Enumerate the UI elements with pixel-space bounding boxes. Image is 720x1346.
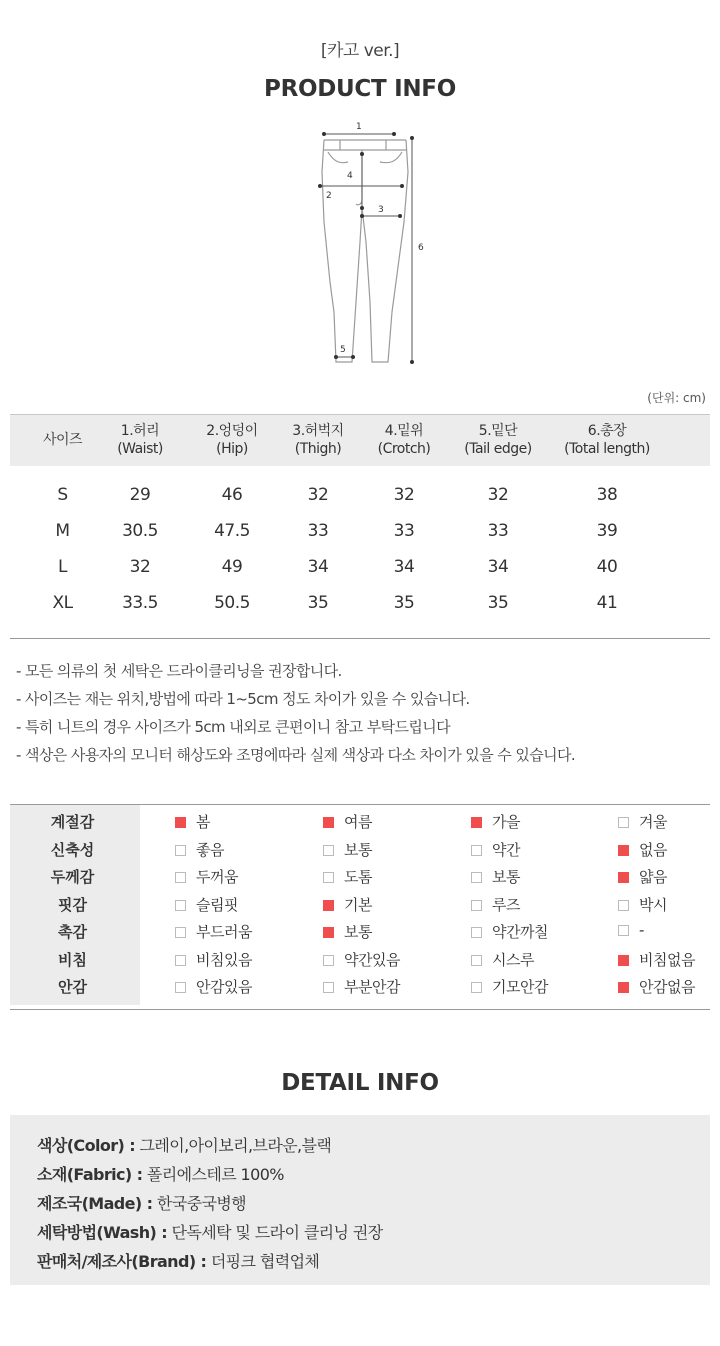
attribute-option — [618, 866, 667, 887]
attribute-option — [618, 839, 667, 860]
header-waist: 1.허리 (Waist) — [117, 423, 163, 457]
unchecked-box-icon — [323, 872, 334, 883]
attribute-row — [10, 862, 710, 889]
option-label: 기모안감 — [492, 978, 548, 996]
unchecked-box-icon — [471, 845, 482, 856]
checked-box-icon — [618, 872, 629, 883]
table-cell: 34 — [393, 557, 415, 577]
note-line: - 색상은 사용자의 모니터 해상도와 조명에따라 실제 색상과 다소 차이가 있을 수 있습니다. — [16, 746, 576, 764]
option-label: 겨울 — [639, 813, 667, 831]
option-label: - — [639, 921, 644, 939]
size-label: M — [55, 521, 70, 541]
diagram-label-5: 5 — [340, 345, 346, 355]
attribute-label: 안감 — [58, 978, 87, 996]
table-row — [10, 514, 710, 550]
detail-wash: 세탁방법(Wash) : 단독세탁 및 드라이 클리닝 권장 — [37, 1223, 383, 1242]
unchecked-box-icon — [471, 982, 482, 993]
attribute-option — [471, 839, 520, 860]
table-cell: 49 — [221, 557, 243, 577]
product-info-title: PRODUCT INFO — [264, 76, 456, 102]
option-label: 얇음 — [639, 868, 667, 886]
size-label: L — [58, 557, 67, 577]
checked-box-icon — [471, 817, 482, 828]
size-label: S — [57, 485, 68, 505]
size-table-bottom-border — [10, 638, 710, 639]
note-line: - 특히 니트의 경우 사이즈가 5cm 내외로 큰편이니 참고 부탁드립니다 — [16, 718, 451, 736]
attribute-option — [175, 866, 238, 887]
attribute-option — [471, 866, 520, 887]
table-cell: 35 — [393, 593, 415, 613]
attribute-option — [618, 811, 667, 832]
detail-info-box — [10, 1115, 710, 1285]
detail-brand: 판매처/제조사(Brand) : 더핑크 협력업체 — [37, 1252, 320, 1271]
option-label: 부드러움 — [196, 923, 252, 941]
checked-box-icon — [175, 817, 186, 828]
attribute-option — [175, 949, 252, 970]
option-label: 도톰 — [344, 868, 372, 886]
size-table-header — [10, 414, 710, 466]
detail-info-title: DETAIL INFO — [281, 1070, 439, 1096]
table-cell: 47.5 — [214, 521, 250, 541]
attribute-option — [323, 949, 400, 970]
attribute-option — [323, 894, 372, 915]
table-cell: 33 — [487, 521, 509, 541]
attribute-label: 계절감 — [50, 813, 95, 831]
option-label: 부분안감 — [344, 978, 400, 996]
unchecked-box-icon — [471, 927, 482, 938]
option-label: 약간까칠 — [492, 923, 548, 941]
attr-table-bottom-border — [10, 1009, 710, 1010]
option-label: 비침있음 — [196, 950, 252, 969]
pants-diagram — [300, 112, 440, 370]
attribute-row — [10, 835, 710, 862]
option-label: 루즈 — [492, 895, 520, 914]
table-cell: 38 — [596, 485, 618, 505]
option-label: 약간 — [492, 840, 520, 859]
option-label: 보통 — [344, 840, 372, 859]
table-cell: 35 — [487, 593, 509, 613]
table-top-border — [10, 414, 710, 415]
table-cell: 35 — [307, 593, 329, 613]
detail-color: 색상(Color) : 그레이,아이보리,브라운,블랙 — [37, 1136, 332, 1155]
unit-note: (단위: cm) — [647, 391, 706, 405]
attribute-option — [323, 921, 372, 942]
attribute-label: 비침 — [58, 950, 87, 969]
table-row — [10, 550, 710, 586]
table-cell: 50.5 — [214, 593, 250, 613]
checked-box-icon — [323, 900, 334, 911]
table-row — [10, 478, 710, 514]
option-label: 여름 — [344, 813, 372, 831]
unchecked-box-icon — [323, 845, 334, 856]
table-cell: 40 — [596, 557, 618, 577]
attribute-option — [618, 921, 644, 939]
attribute-option — [175, 894, 238, 915]
option-label: 두꺼움 — [196, 868, 238, 886]
attribute-option — [618, 976, 695, 997]
attribute-option — [471, 949, 534, 970]
table-cell: 39 — [596, 521, 618, 541]
table-cell: 32 — [129, 557, 151, 577]
unchecked-box-icon — [323, 955, 334, 966]
table-cell: 32 — [307, 485, 329, 505]
diagram-label-3: 3 — [378, 205, 384, 215]
option-label: 가을 — [492, 813, 520, 831]
header-hip: 2.엉덩이 (Hip) — [206, 423, 258, 457]
checked-box-icon — [618, 845, 629, 856]
attribute-option — [323, 839, 372, 860]
unchecked-box-icon — [175, 982, 186, 993]
unchecked-box-icon — [471, 955, 482, 966]
table-cell: 34 — [307, 557, 329, 577]
option-label: 안감있음 — [196, 978, 252, 996]
attribute-option — [323, 866, 372, 887]
option-label: 없음 — [639, 840, 667, 859]
table-cell: 33 — [393, 521, 415, 541]
option-label: 박시 — [639, 895, 667, 914]
unchecked-box-icon — [618, 925, 629, 936]
detail-fabric: 소재(Fabric) : 폴리에스테르 100% — [37, 1165, 284, 1184]
diagram-label-6: 6 — [418, 243, 424, 253]
option-label: 비침없음 — [639, 950, 695, 969]
attribute-option — [471, 811, 520, 832]
option-label: 좋음 — [196, 840, 224, 859]
attribute-row — [10, 945, 710, 972]
header-size: 사이즈 — [42, 432, 83, 448]
table-cell: 46 — [221, 485, 243, 505]
care-notes — [16, 660, 706, 772]
unchecked-box-icon — [175, 955, 186, 966]
attribute-option — [175, 811, 210, 832]
table-cell: 41 — [596, 593, 618, 613]
attribute-option — [471, 976, 548, 997]
checked-box-icon — [323, 817, 334, 828]
note-line: - 모든 의류의 첫 세탁은 드라이클리닝을 권장합니다. — [16, 662, 342, 680]
attribute-label: 촉감 — [58, 923, 87, 941]
attribute-option — [471, 921, 548, 942]
attribute-label: 두께감 — [50, 868, 95, 886]
attribute-option — [618, 949, 695, 970]
table-cell: 32 — [487, 485, 509, 505]
unchecked-box-icon — [175, 927, 186, 938]
attribute-row — [10, 890, 710, 917]
attribute-row — [10, 972, 710, 999]
option-label: 안감없음 — [639, 978, 695, 996]
unchecked-box-icon — [618, 900, 629, 911]
table-row — [10, 586, 710, 622]
attribute-option — [471, 894, 520, 915]
attribute-label: 신축성 — [50, 840, 95, 859]
attribute-option — [323, 811, 372, 832]
attribute-option — [175, 921, 252, 942]
table-cell: 32 — [393, 485, 415, 505]
note-line: - 사이즈는 재는 위치,방법에 따라 1~5cm 정도 차이가 있을 수 있습니다. — [16, 690, 470, 708]
option-label: 기본 — [344, 895, 372, 914]
unchecked-box-icon — [471, 900, 482, 911]
version-label: [카고 ver.] — [320, 41, 400, 61]
unchecked-box-icon — [175, 900, 186, 911]
detail-made: 제조국(Made) : 한국중국병행 — [37, 1194, 247, 1213]
attribute-option — [175, 839, 224, 860]
unchecked-box-icon — [175, 845, 186, 856]
attribute-option — [618, 894, 667, 915]
table-cell: 30.5 — [122, 521, 158, 541]
table-cell: 33.5 — [122, 593, 158, 613]
option-label: 봄 — [196, 813, 210, 831]
option-label: 보통 — [344, 923, 372, 941]
header-tail-edge: 5.밑단 (Tail edge) — [464, 423, 532, 457]
option-label: 슬림핏 — [196, 895, 238, 914]
header-thigh: 3.허벅지 (Thigh) — [292, 423, 344, 457]
table-cell: 33 — [307, 521, 329, 541]
attribute-option — [323, 976, 400, 997]
diagram-label-2: 2 — [326, 191, 332, 201]
header-crotch: 4.밑위 (Crotch) — [377, 423, 431, 457]
table-cell: 29 — [129, 485, 151, 505]
checked-box-icon — [323, 927, 334, 938]
attribute-option — [175, 976, 252, 997]
option-label: 약간있음 — [344, 950, 400, 969]
header-total-length: 6.총장 (Total length) — [564, 423, 650, 457]
unchecked-box-icon — [175, 872, 186, 883]
attribute-label: 핏감 — [58, 895, 87, 914]
option-label: 시스루 — [492, 950, 534, 969]
size-label: XL — [52, 593, 73, 613]
unchecked-box-icon — [471, 872, 482, 883]
diagram-label-1: 1 — [356, 122, 362, 132]
checked-box-icon — [618, 955, 629, 966]
attribute-row — [10, 917, 710, 944]
table-cell: 34 — [487, 557, 509, 577]
diagram-label-4: 4 — [347, 171, 353, 181]
unchecked-box-icon — [323, 982, 334, 993]
unchecked-box-icon — [618, 817, 629, 828]
checked-box-icon — [618, 982, 629, 993]
option-label: 보통 — [492, 868, 520, 886]
attribute-row — [10, 807, 710, 834]
